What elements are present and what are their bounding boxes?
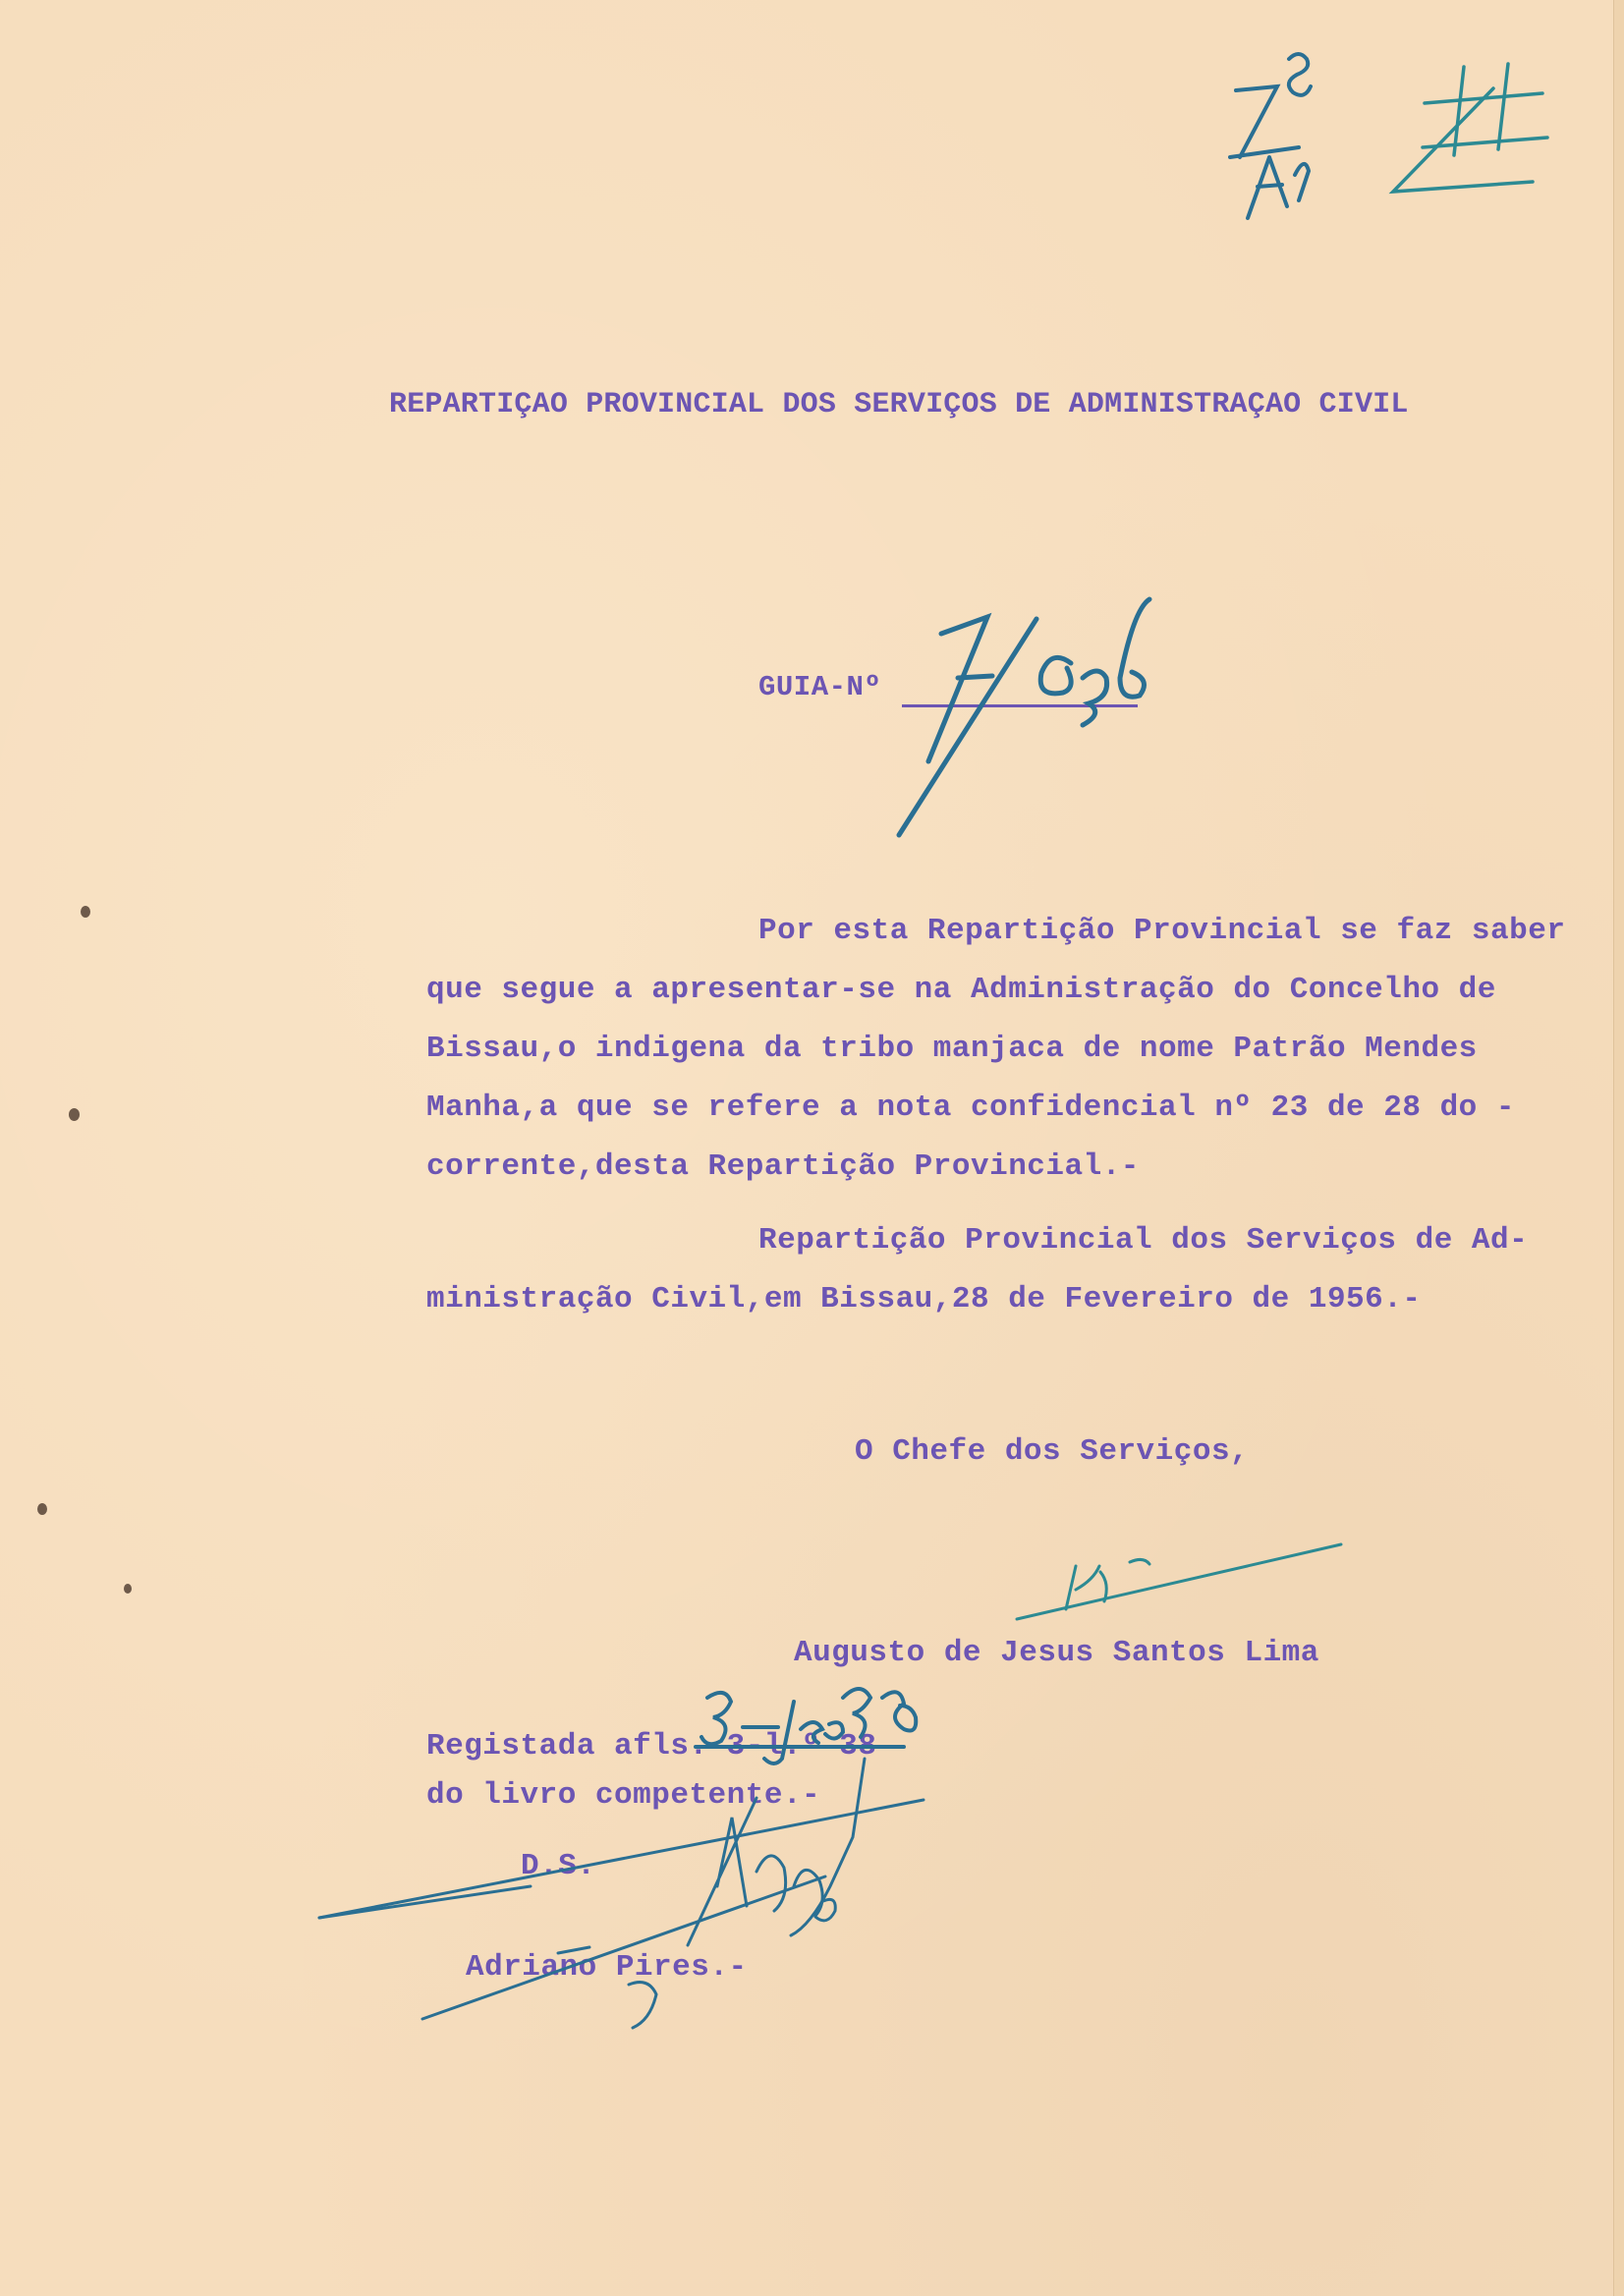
registration-line-2: do livro competente.- bbox=[426, 1778, 821, 1813]
body-line-3: Bissau,o indigena da tribo manjaca de nome Patrão Mendes bbox=[426, 1032, 1478, 1066]
binding-hole bbox=[124, 1584, 132, 1594]
archive-number-mark bbox=[1230, 54, 1311, 218]
chefe-signature bbox=[1017, 1544, 1341, 1619]
registration-line-1: Registada afls. 3-l.º 38 bbox=[426, 1729, 877, 1764]
body-line-1: Por esta Repartição Provincial se faz saber bbox=[758, 914, 1566, 948]
guia-label: GUIA-Nº bbox=[758, 671, 882, 703]
body-line-5: corrente,desta Repartição Provincial.- bbox=[426, 1149, 1140, 1184]
office-header: REPARTIÇAO PROVINCIAL DOS SERVIÇOS DE ADMINISTRAÇAO CIVIL bbox=[389, 388, 1409, 421]
paper-edge bbox=[1613, 0, 1624, 2296]
ds-label: D.S. bbox=[521, 1849, 596, 1883]
guia-underline bbox=[902, 704, 1138, 707]
binding-hole bbox=[37, 1503, 47, 1515]
place-date-line-2: ministração Civil,em Bissau,28 de Fevereiro de 1956.- bbox=[426, 1282, 1422, 1316]
roman-numeral-mark bbox=[1393, 64, 1547, 192]
place-date-line-1: Repartição Provincial dos Serviços de Ad- bbox=[758, 1223, 1529, 1258]
binding-hole bbox=[69, 1108, 80, 1121]
signer-name: Augusto de Jesus Santos Lima bbox=[794, 1636, 1319, 1670]
body-line-2: que segue a apresentar-se na Administração do Concelho de bbox=[426, 973, 1496, 1007]
closing-salutation: O Chefe dos Serviços, bbox=[855, 1434, 1250, 1469]
body-line-4: Manha,a que se refere a nota confidencial nº 23 de 28 do - bbox=[426, 1091, 1515, 1125]
binding-hole bbox=[81, 906, 90, 918]
guia-number-handwriting bbox=[899, 599, 1149, 835]
registrar-name: Adriano Pires.- bbox=[466, 1950, 748, 1985]
